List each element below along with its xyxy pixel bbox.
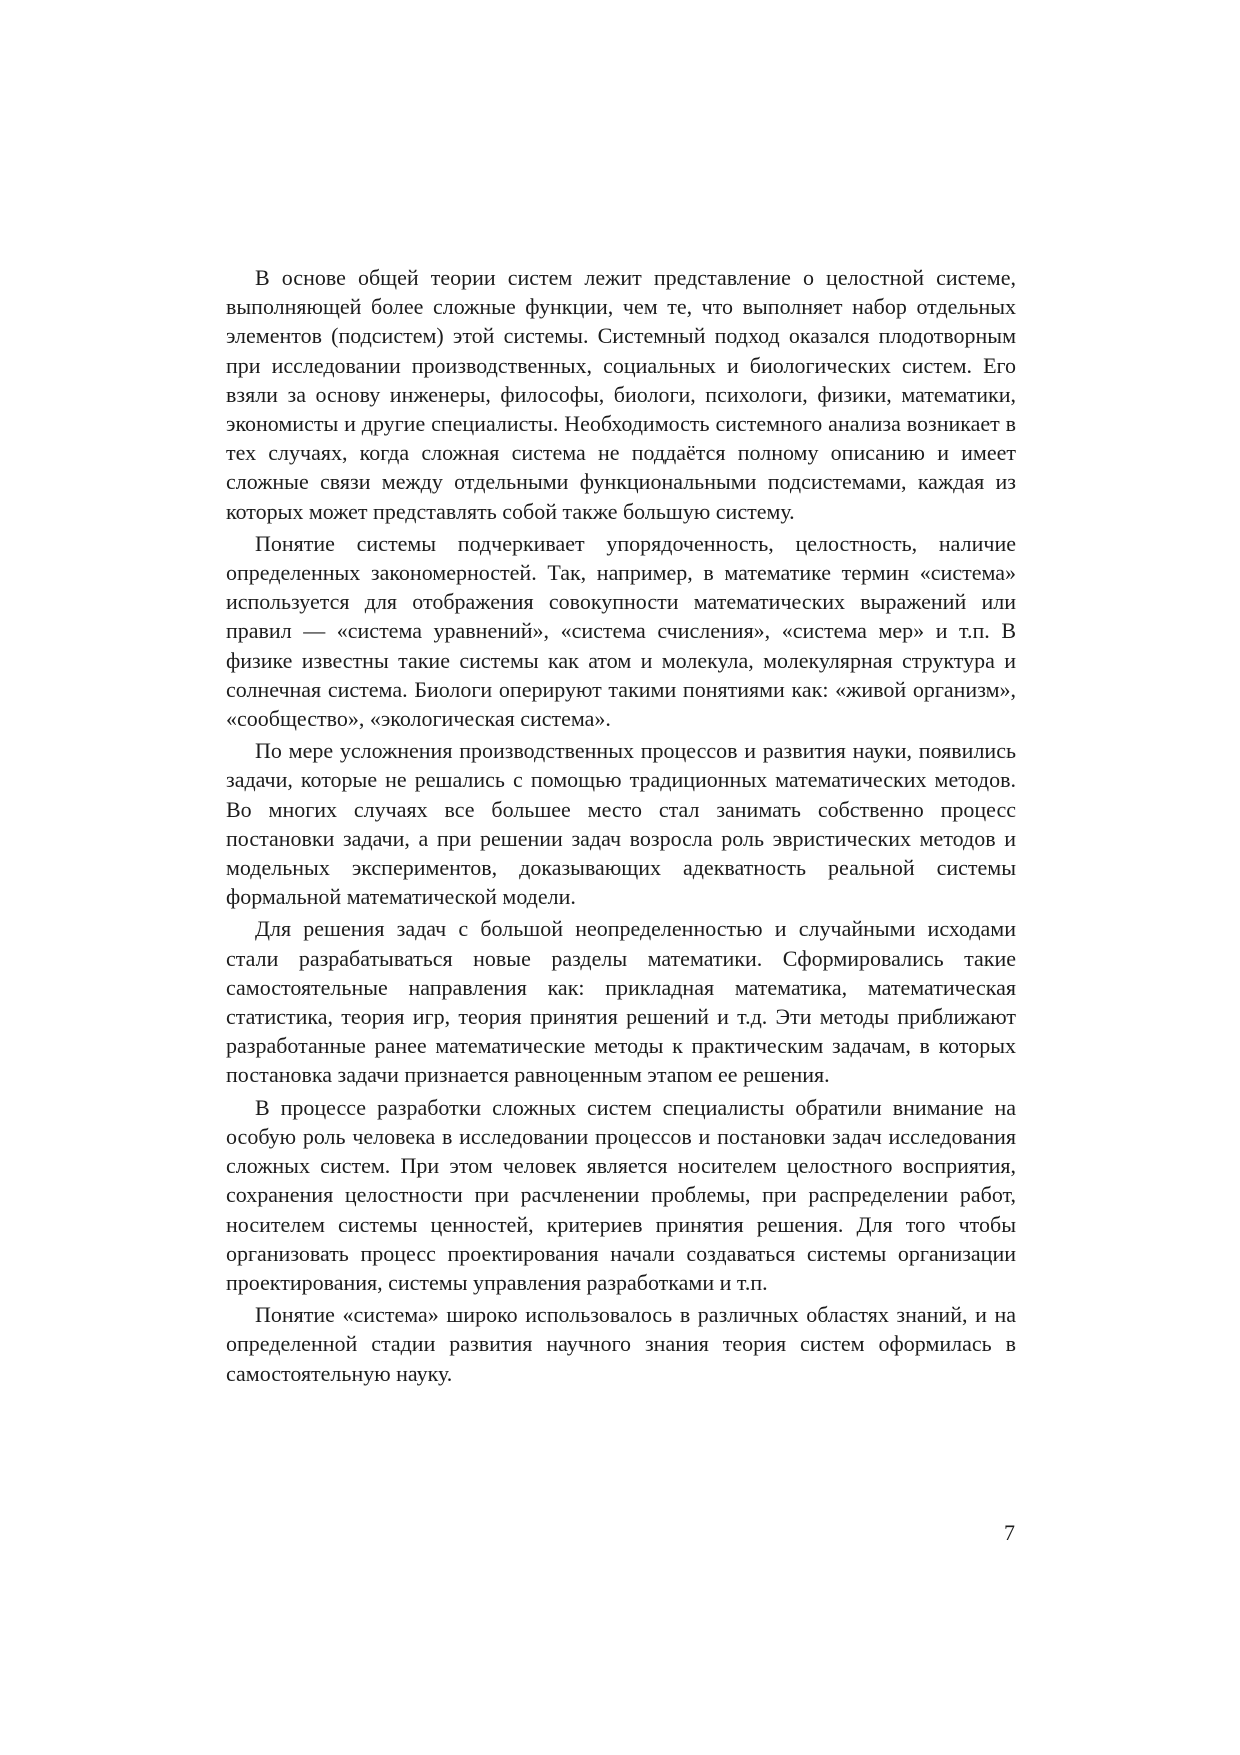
paragraph: Для решения задач с большой неопределенностью и случайными исходами стали разрабатываться новые разделы математики. Сформировались такие самостоятельные направления как: прикладная математика, математическая статистика, теория игр, теория принятия решений и т.д. Эти методы приближают разработанные ранее математические методы к практическим задачам, в которых постановка задачи признается равноценным этапом ее решения. (226, 916, 1016, 1088)
paragraph: Понятие системы подчеркивает упорядоченность, целостность, наличие определенных закономерностей. Так, например, в математике термин «система» используется для отображения совокупности математических выражений или правил — «система уравнений», «система счисления», «система мер» и т.п. В физике известны такие системы как атом и молекула, молекулярная структура и солнечная система. Биологи оперируют такими понятиями как: «живой организм», «сообщество», «экологическая система». (226, 530, 1016, 732)
paragraph: По мере усложнения производственных процессов и развития науки, появились задачи, которые не решались с помощью традиционных математических методов. Во многих случаях все большее место стал занимать собственно процесс постановки задачи, а при решении задач возросла роль эвристических методов и модельных экспериментов, доказывающих адекватность реальной системы формальной математической модели. (226, 738, 1016, 910)
paragraph: В процессе разработки сложных систем специалисты обратили внимание на особую роль человека в исследовании процессов и постановки задач исследования сложных систем. При этом человек является носителем целостного восприятия, сохранения целостности при расчленении проблемы, при распределении работ, носителем системы ценностей, критериев принятия решения. Для того чтобы организовать процесс проектирования начали создаваться системы организации проектирования, системы управления разработками и т.п. (226, 1094, 1016, 1295)
paragraph: В основе общей теории систем лежит представление о целостной системе, выполняющей более сложные функции, чем те, что выполняет набор отдельных элементов (подсистем) этой системы. Системный подход оказался плодотворным при исследовании производственных, социальных и биологических систем. Его взяли за основу инженеры, философы, биологи, психологи, физики, математики, экономисты и другие специалисты. Необходимость системного анализа возникает в тех случаях, когда сложная система не поддаётся полному описанию и имеет сложные связи между отдельными функциональными подсистемами, каждая из которых может представлять собой также большую систему. (226, 265, 1016, 524)
body-text (226, 263, 1016, 1391)
page-number: 7 (1004, 1520, 1015, 1545)
paragraph: Понятие «система» широко использовалось в различных областях знаний, и на определенной стадии развития научного знания теория систем оформилась в самостоятельную науку. (226, 1302, 1016, 1386)
